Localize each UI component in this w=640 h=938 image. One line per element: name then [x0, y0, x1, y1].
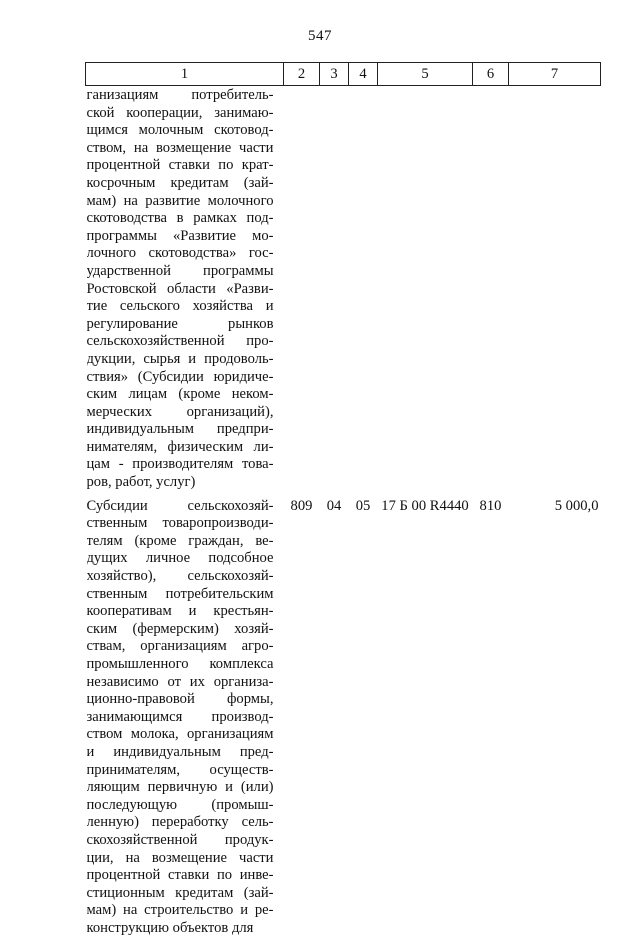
row-section-code: 04 [326, 497, 342, 514]
description-line: ударственной программы [86, 262, 274, 279]
description-line: и индивидуальным пред- [86, 743, 274, 760]
description-line: ственным потребительским [86, 585, 274, 602]
table-row [86, 492, 601, 938]
row-ministry-code [284, 86, 320, 492]
description-line: ством молока, организациям [86, 726, 274, 743]
description-line: процентной ставки по крат- [86, 157, 274, 174]
description-line: лочного скотоводства» гос- [86, 245, 274, 262]
description-line: нимателям, физическим ли- [86, 438, 274, 455]
row-expense-type-code [473, 86, 509, 492]
description-line: мерческих организаций), [86, 403, 274, 420]
column-header-4: 4 [349, 63, 378, 86]
description-line: хозяйство), сельскохозяй- [86, 568, 274, 585]
row-description [86, 86, 284, 492]
row-amount [509, 86, 601, 492]
column-header-2: 2 [284, 63, 320, 86]
description-line: ствам, организациям агро- [86, 638, 274, 655]
row-subsection-code [349, 86, 378, 492]
row-ministry-code: 809 [290, 497, 313, 514]
description-line: ствия» (Субсидии юридиче- [86, 368, 274, 385]
column-header-7: 7 [509, 63, 601, 86]
description-line: ственным товаропроизводи- [86, 515, 274, 532]
page-number: 547 [308, 28, 332, 44]
column-header-6: 6 [473, 63, 509, 86]
table-row [86, 86, 601, 492]
row-target-article-code: 17 Б 00 R4440 [381, 497, 469, 514]
description-line: мам) на строительство и ре- [86, 902, 274, 919]
description-line: процентной ставки по инве- [86, 867, 274, 884]
description-line: ством, на возмещение части [86, 139, 274, 156]
description-line: программы «Развитие мо- [86, 227, 274, 244]
column-header-3: 3 [320, 63, 349, 86]
description-line: принимателям, осуществ- [86, 761, 274, 778]
description-line: щимся молочным скотовод- [86, 122, 274, 139]
description-line: кооперативам и крестьян- [86, 603, 274, 620]
description-line: стиционным кредитам (зай- [86, 884, 274, 901]
description-line: ским лицам (кроме неком- [86, 386, 274, 403]
description-line: ционно-правовой формы, [86, 691, 274, 708]
row-section-code [320, 86, 349, 492]
description-line: индивидуальным предпри- [86, 421, 274, 438]
description-line: ским (фермерским) хозяй- [86, 620, 274, 637]
budget-table [85, 62, 601, 938]
description-line: цам - производителям това- [86, 456, 274, 473]
description-line: Субсидии сельскохозяй- [86, 497, 274, 514]
description-line: независимо от их организа- [86, 673, 274, 690]
description-line: дущих личное подсобное [86, 550, 274, 567]
description-line: ской кооперации, занимаю- [86, 104, 274, 121]
description-line: ленную) переработку сель- [86, 814, 274, 831]
description-line: ляющим первичную и (или) [86, 779, 274, 796]
row-target-article-code [378, 86, 473, 492]
description-line: скохозяйственной продук- [86, 831, 274, 848]
row-expense-type-code: 810 [479, 497, 502, 514]
description-line: дукции, сырья и продоволь- [86, 350, 274, 367]
description-line: тие сельского хозяйства и [86, 298, 274, 315]
description-line: телям (кроме граждан, ве- [86, 532, 274, 549]
description-line: Ростовской области «Разви- [86, 280, 274, 297]
column-header-1: 1 [86, 63, 284, 86]
row-amount: 5 000,0 [554, 497, 599, 514]
table-header-row [86, 63, 601, 86]
description-line: конструкцию объектов для [86, 919, 254, 936]
description-line: занимающимся производ- [86, 708, 274, 725]
description-line: промышленного комплекса [86, 656, 274, 672]
description-line: мам) на развитие молочного [86, 192, 274, 209]
description-line: ганизациям потребитель- [86, 87, 274, 103]
description-line: регулирование рынков [86, 315, 274, 332]
row-subsection-code: 05 [355, 497, 371, 514]
description-line: скотоводства в рамках под- [86, 210, 274, 227]
row-description [86, 492, 284, 938]
description-line: ции, на возмещение части [86, 849, 274, 866]
column-header-5: 5 [378, 63, 473, 86]
description-line: последующую (промыш- [86, 796, 274, 813]
description-line: косрочным кредитам (зай- [86, 174, 274, 191]
description-line: сельскохозяйственной про- [86, 333, 274, 350]
description-line: ров, работ, услуг) [86, 474, 196, 491]
